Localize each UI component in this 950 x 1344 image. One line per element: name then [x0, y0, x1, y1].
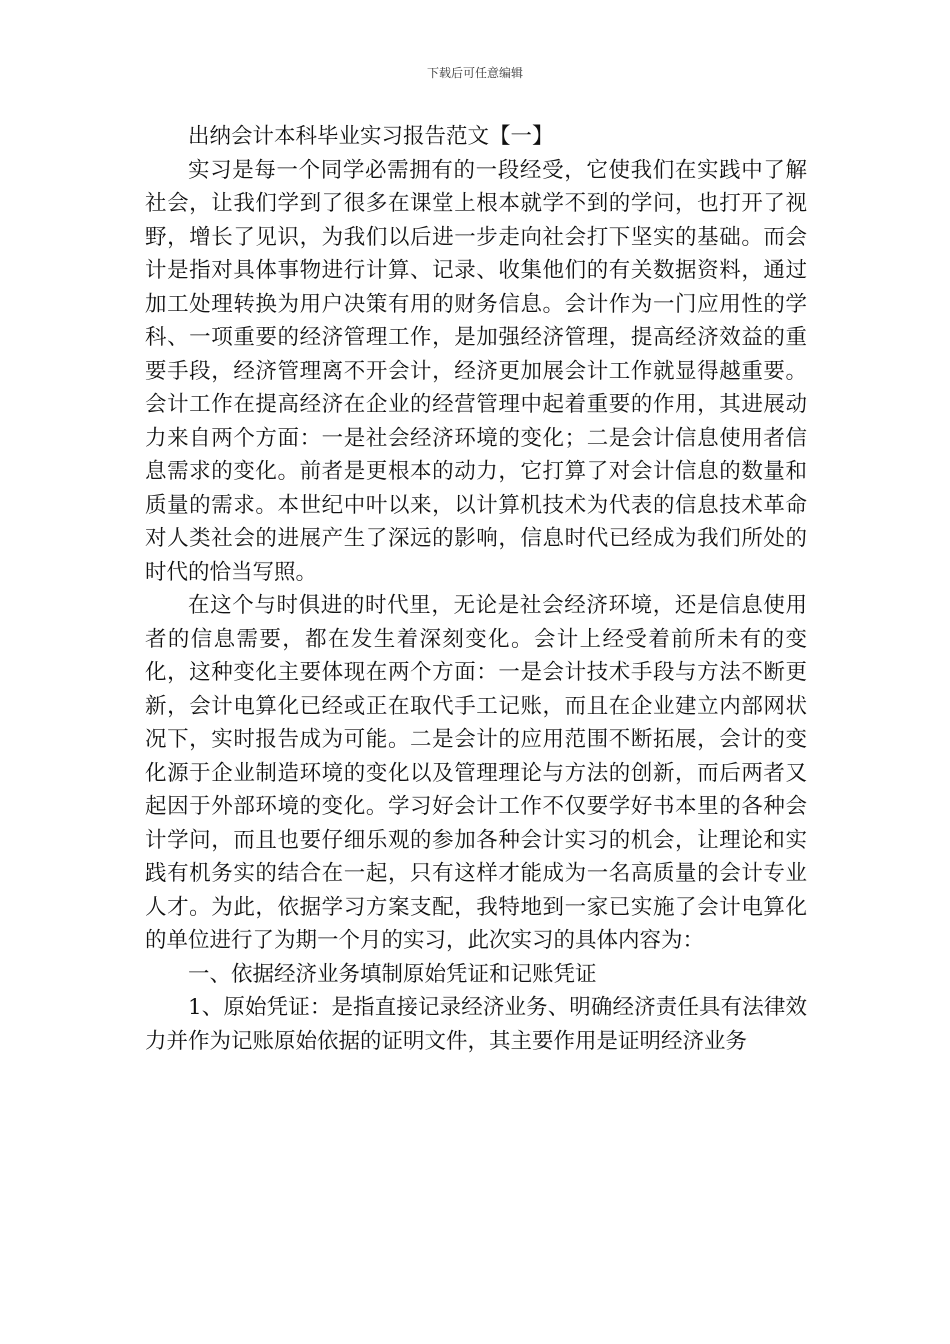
document-body: [145, 120, 807, 1058]
document-title: 出纳会计本科毕业实习报告范文【一】: [188, 124, 554, 149]
section-heading: 一、依据经济业务填制原始凭证和记账凭证: [188, 961, 597, 987]
paragraph: 实习是每一个同学必需拥有的一段经受，它使我们在实践中了解社会，让我们学到了很多在课堂上根本就学不到的学问，也打开了视野，增长了见识，为我们以后进一步走向社会打下坚实的基础。而会计是指对具体事物进行计算、记录、收集他们的有关数据资料，通过加工处理转换为用户决策有用的财务信息。会计作为一门应用性的学科、一项重要的经济管理工作，是加强经济管理，提高经济效益的重要手段，经济管理离不开会计，经济更加展会计工作就显得越重要。会计工作在提高经济在企业的经营管理中起着重要的作用，其进展动力来自两个方面：一是社会经济环境的变化；二是会计信息使用者信息需求的变化。前者是更根本的动力，它打算了对会计信息的数量和质量的需求。本世纪中叶以来，以计算机技术为代表的信息技术革命对人类社会的进展产生了深远的影响，信息时代已经成为我们所处的时代的恰当写照。: [145, 157, 807, 585]
paragraph: 在这个与时俱进的时代里，无论是社会经济环境，还是信息使用者的信息需要，都在发生着深刻变化。会计上经受着前所未有的变化，这种变化主要体现在两个方面：一是会计技术手段与方法不断更新，会计电算化已经或正在取代手工记账，而且在企业建立内部网状况下，实时报告成为可能。二是会计的应用范围不断拓展，会计的变化源于企业制造环境的变化以及管理理论与方法的创新，而后两者又起因于外部环境的变化。学习好会计工作不仅要学好书本里的各种会计学问，而且也要仔细乐观的参加各种会计实习的机会，让理论和实践有机务实的结合在一起，只有这样才能成为一名高质量的会计专业人才。为此，依据学习方案支配，我特地到一家已实施了会计电算化的单位进行了为期一个月的实习，此次实习的具体内容为：: [145, 593, 807, 953]
page-header: 下载后可任意编辑: [426, 66, 523, 80]
paragraph: 1、原始凭证：是指直接记录经济业务、明确经济责任具有法律效力并作为记账原始依据的证明文件，其主要作用是证明经济业务: [145, 995, 807, 1054]
